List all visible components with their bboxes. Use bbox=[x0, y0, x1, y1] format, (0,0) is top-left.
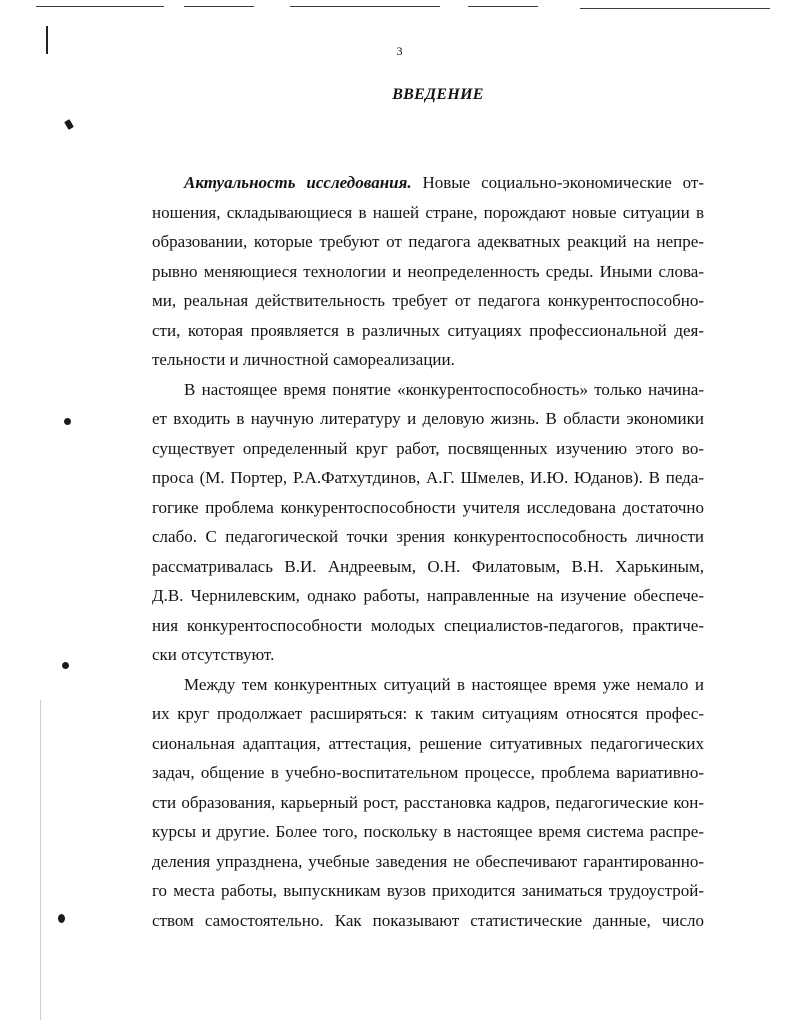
scan-border-line bbox=[468, 6, 538, 7]
binding-hole-mark bbox=[64, 119, 74, 130]
text-line: сти образования, карьерный рост, расстановка кадров, педагогические кон- bbox=[152, 792, 704, 812]
text-line: ния конкурентоспособности молодых специалистов-педагогов, практиче- bbox=[152, 615, 704, 635]
margin-fold-line bbox=[40, 700, 41, 1020]
text-line: ски отсутствуют. bbox=[152, 645, 275, 664]
text-line: слабо. С педагогической точки зрения конкурентоспособность личности bbox=[152, 527, 704, 546]
text-line: ством самостоятельно. Как показывают статистические данные, число bbox=[152, 910, 704, 930]
text-line: Д.В. Чернилевским, однако работы, направленные на изучение обеспече- bbox=[152, 586, 704, 605]
text-line: их круг продолжает расширяться: к таким ситуациям относятся профес- bbox=[152, 704, 704, 723]
text-line: деления упразднена, учебные заведения не обеспечивают гарантированно- bbox=[152, 851, 704, 871]
text-line: существует определенный круг работ, посвященных изучению этого во- bbox=[152, 438, 704, 458]
paragraph-lead: Актуальность исследования. bbox=[184, 173, 412, 192]
text-line: рывно меняющиеся технологии и неопределенность среды. Иными слова- bbox=[152, 261, 704, 281]
text-line: задач, общение в учебно-воспитательном процессе, проблема вариативно- bbox=[152, 763, 704, 782]
scan-border-line bbox=[290, 6, 440, 7]
text-line: ми, реальная действительность требует от педагога конкурентоспособно- bbox=[152, 291, 704, 310]
text-line: образовании, которые требуют от педагога адекватных реакций на непре- bbox=[152, 232, 704, 251]
text-line: тельности и личностной самореализации. bbox=[152, 350, 455, 369]
text-line: Между тем конкурентных ситуаций в настоящее время уже немало и bbox=[184, 674, 704, 694]
page-number: 3 bbox=[396, 44, 403, 58]
paragraph-competitiveness bbox=[152, 375, 704, 670]
text-line: рассматривалась В.И. Андреевым, О.Н. Филатовым, В.Н. Харькиным, bbox=[152, 556, 704, 576]
paragraph-relevance bbox=[152, 168, 704, 375]
paragraph-competitive-situations bbox=[152, 670, 704, 936]
text-line: ет входить в научную литературу и деловую жизнь. В области экономики bbox=[152, 409, 704, 428]
text-line: курсы и другие. Более того, поскольку в настоящее время система распре- bbox=[152, 822, 704, 841]
text-line: ношения, складывающиеся в нашей стране, порождают новые ситуации в bbox=[152, 202, 704, 222]
text-line: проса (М. Портер, Р.А.Фатхутдинов, А.Г. Шмелев, И.Ю. Юданов). В педа- bbox=[152, 468, 704, 487]
document-body bbox=[152, 168, 704, 935]
binding-hole-mark bbox=[58, 914, 65, 923]
text-line: сти, которая проявляется в различных ситуациях профессиональной дея- bbox=[152, 320, 704, 340]
text-line: Актуальность исследования. Новые социально-экономические от- bbox=[184, 173, 705, 192]
binding-hole-mark bbox=[62, 662, 69, 669]
text-line: гогике проблема конкурентоспособности учителя исследована достаточно bbox=[152, 497, 704, 517]
scan-border-line bbox=[580, 8, 770, 9]
binding-hole-mark bbox=[64, 418, 71, 425]
text-line: В настоящее время понятие «конкурентоспособность» только начина- bbox=[184, 379, 704, 399]
scan-border-line bbox=[184, 6, 254, 7]
text-line: сиональная адаптация, аттестация, решение ситуативных педагогических bbox=[152, 733, 704, 753]
section-heading: ВВЕДЕНИЕ bbox=[392, 86, 484, 103]
scan-border-line bbox=[36, 6, 164, 7]
text-line: го места работы, выпускникам вузов приходится заниматься трудоустрой- bbox=[152, 881, 704, 900]
